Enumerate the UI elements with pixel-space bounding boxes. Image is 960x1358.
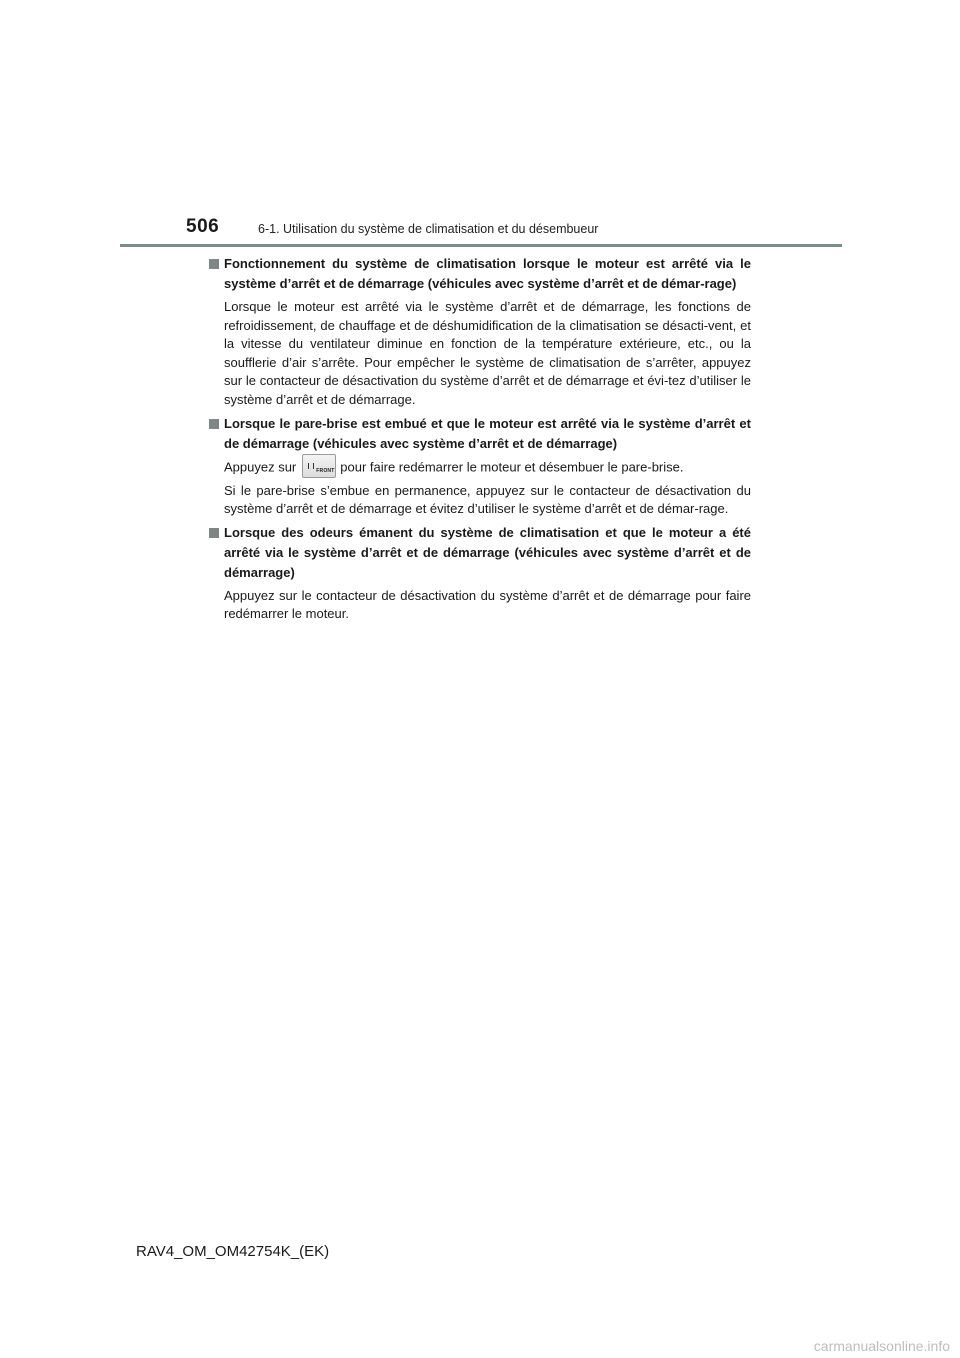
paragraph: Appuyez sur le contacteur de désactivation du système d’arrêt et de démarrage pour faire redémarrer le moteur. <box>224 587 751 622</box>
paragraph-press-button <box>224 458 751 478</box>
header-title: 6-1. Utilisation du système de climatisation et du désembueur <box>258 222 599 236</box>
defroster-button-label: FRONT <box>316 467 335 474</box>
section-ac-stop-start <box>209 254 751 410</box>
header-rule <box>120 244 842 247</box>
section-heading-text: Lorsque le pare-brise est embué et que le moteur est arrêté via le système d’arrêt et de démarrage (véhicules avec système d’arrêt et de démarrage) <box>224 415 751 451</box>
square-bullet-icon <box>209 259 219 269</box>
section-heading <box>209 414 751 454</box>
section-heading-text: Lorsque des odeurs émanent du système de climatisation et que le moteur a été arrêté via le système d’arrêt et de démarrage (véhicules avec système d’arrêt et de démarrage) <box>224 524 751 580</box>
section-heading <box>209 523 751 583</box>
page-content <box>209 254 751 628</box>
section-heading-text: Fonctionnement du système de climatisation lorsque le moteur est arrêté via le système d’arrêt et de démarrage (véhicules avec système d’arrêt et de démar-rage) <box>224 256 751 291</box>
square-bullet-icon <box>209 419 219 429</box>
section-fogged-windshield <box>209 414 751 519</box>
footer-model-code: RAV4_OM_OM42754K_(EK) <box>136 1243 330 1260</box>
section-odors <box>209 523 751 624</box>
square-bullet-icon <box>209 528 219 538</box>
watermark: carmanualsonline.info <box>813 1338 950 1354</box>
defroster-bars-icon <box>308 463 314 469</box>
paragraph: Si le pare-brise s’embue en permanence, appuyez sur le contacteur de désactivation du système d’arrêt et de démarrage et évitez d’utiliser le système d’arrêt et de démar-rage. <box>224 482 751 517</box>
front-defroster-button-icon <box>302 454 336 478</box>
section-heading <box>209 254 751 294</box>
press-after-text: pour faire redémarrer le moteur et désembuer le pare-brise. <box>340 459 684 474</box>
press-before-text: Appuyez sur <box>224 459 297 474</box>
paragraph: Lorsque le moteur est arrêté via le système d’arrêt et de démarrage, les fonctions de refroidissement, de chauffage et de déshumidification de la climatisation se désacti-vent, et la vitesse du ventilateur diminue en fonction de la température extérieure, etc., ou la soufflerie d’air s’arrête. Pour empêcher le système de climatisation de s’arrêter, appuyez sur le contacteur de désactivation du système d’arrêt et de démarrage et évi-tez d’utiliser le système d’arrêt et de démarrage. <box>224 299 751 407</box>
page-number: 506 <box>186 216 220 237</box>
